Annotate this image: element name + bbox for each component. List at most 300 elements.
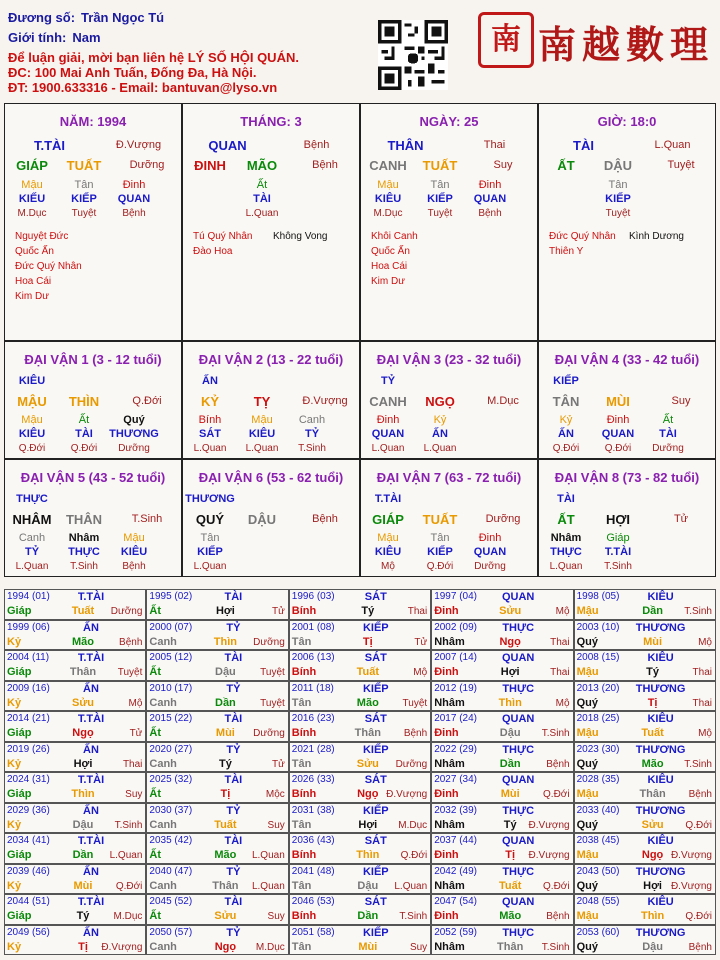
year-cell	[289, 650, 431, 681]
year-can: Nhâm	[434, 940, 465, 953]
pillar-3	[360, 103, 538, 341]
year-label: 2053 (60)	[576, 926, 620, 938]
hidden-state: L.Quan	[245, 443, 279, 454]
year-phase: L.Quan	[251, 850, 285, 861]
year-can: Nhâm	[434, 635, 465, 648]
dai-van-phase: M.Dục	[487, 395, 519, 407]
dai-van-god: KIÊU	[18, 375, 46, 387]
year-god: TỶ	[226, 743, 241, 756]
year-phase: Dưỡng	[395, 758, 428, 770]
year-god: TỶ	[226, 621, 241, 634]
dai-van-title: ĐẠI VẬN 6 (53 - 62 tuổi)	[198, 470, 344, 485]
year-can: Nhâm	[434, 757, 465, 770]
pillar-chi: DẬU	[603, 158, 633, 173]
year-label: 2049 (56)	[7, 926, 50, 938]
year-label: 2000 (07)	[149, 621, 193, 633]
star-good: Nguyệt Đức	[15, 231, 69, 242]
year-chi: Tý	[76, 910, 90, 922]
year-label: 1999 (06)	[7, 621, 50, 633]
year-can: Kỷ	[7, 635, 22, 648]
year-god: KIÊU	[647, 835, 674, 847]
year-god: ẤN	[83, 682, 99, 695]
year-chi: Tý	[218, 757, 232, 770]
hidden-stem: Đinh	[478, 532, 502, 544]
year-cell	[431, 833, 573, 864]
year-chi: Dần	[642, 605, 663, 617]
year-chi: Mùi	[643, 635, 663, 648]
year-phase: Q.Đới	[685, 911, 712, 922]
year-label: 2023 (30)	[576, 743, 620, 755]
year-chi: Dậu	[642, 940, 663, 953]
year-can: Đinh	[434, 666, 459, 678]
dai-van-1	[4, 341, 182, 459]
year-can: Ất	[149, 666, 161, 678]
year-god: KIẾP	[362, 804, 389, 817]
year-can: Mậu	[576, 849, 599, 861]
year-label: 2030 (37)	[149, 804, 193, 816]
dai-van-phase: Q.Đới	[132, 395, 162, 407]
year-chi: Tuất	[498, 879, 522, 892]
star-good: Kim Dư	[15, 291, 49, 302]
dai-van-can: QUÝ	[195, 512, 225, 527]
year-god: TÀI	[224, 591, 243, 603]
year-can: Đinh	[434, 605, 459, 617]
year-label: 2026 (33)	[291, 774, 335, 785]
year-chi: Thìn	[213, 635, 237, 648]
star-other: Kình Dương	[629, 231, 684, 242]
year-god: TỶ	[226, 804, 241, 817]
year-phase: Tuyệt	[402, 697, 428, 709]
year-can: Kỷ	[7, 879, 22, 892]
year-chi: Dậu	[357, 879, 379, 892]
dai-van-3	[360, 341, 538, 459]
year-can: Giáp	[7, 666, 32, 678]
year-chi: Dậu	[499, 727, 521, 739]
dai-van-8	[538, 459, 716, 577]
year-can: Nhâm	[434, 696, 465, 709]
hidden-stem: Tân	[608, 179, 628, 191]
year-can: Tân	[291, 757, 312, 770]
year-label: 2036 (43)	[291, 835, 335, 846]
year-chi: Tuất	[214, 818, 237, 831]
year-god: KIÊU	[647, 591, 674, 603]
year-chi: Thân	[354, 727, 381, 739]
year-cell	[4, 742, 146, 773]
year-god: TỶ	[226, 865, 241, 878]
gender-line: Giới tính: Nam	[8, 30, 101, 45]
year-label: 1998 (05)	[576, 591, 620, 602]
year-cell	[4, 925, 146, 956]
hidden-stem: Đinh	[606, 414, 630, 426]
brand-logo: 南越數理	[538, 22, 715, 67]
year-cell	[431, 894, 573, 925]
year-can: Nhâm	[434, 879, 465, 892]
hidden-state: Q.Đới	[426, 561, 454, 572]
year-phase: Tuyệt	[117, 667, 143, 678]
year-label: 2005 (12)	[149, 652, 193, 663]
year-god: KIẾP	[362, 865, 389, 878]
dai-van-can: ẤT	[557, 512, 575, 527]
year-cell	[289, 589, 431, 620]
year-label: 2042 (49)	[434, 865, 477, 877]
year-god: T.TÀI	[77, 591, 105, 603]
star-good: Quốc Ấn	[371, 246, 410, 257]
year-can: Giáp	[7, 788, 32, 800]
year-label: 2002 (09)	[434, 621, 477, 633]
year-phase: Mộ	[555, 606, 570, 617]
year-god: TÀI	[224, 835, 243, 847]
dai-van-phase: Tử	[673, 513, 689, 525]
year-can: Giáp	[7, 910, 32, 922]
dai-van-title: ĐẠI VẬN 3 (23 - 32 tuổi)	[376, 352, 522, 367]
pillar-can-god: THÂN	[387, 138, 424, 153]
year-can: Ất	[149, 605, 161, 617]
year-chi: Tị	[505, 849, 516, 861]
pillar-can-god: TÀI	[573, 138, 594, 153]
year-label: 2016 (23)	[291, 713, 335, 724]
year-label: 1994 (01)	[7, 591, 50, 602]
dai-van-chi: TỴ	[253, 394, 271, 409]
year-cell	[574, 681, 716, 712]
year-god: KIÊU	[647, 652, 674, 664]
qr-code-icon	[378, 20, 448, 90]
year-label: 2018 (25)	[576, 713, 620, 724]
year-chi: Tý	[503, 818, 517, 831]
address-line: ĐC: 100 Mai Anh Tuấn, Đống Đa, Hà Nội.	[8, 65, 257, 80]
star-other: Không Vong	[273, 231, 328, 242]
year-can: Quý	[576, 879, 598, 892]
star-good: Hoa Cái	[371, 261, 408, 272]
pillar-phase: Dưỡng	[129, 159, 165, 171]
year-label: 2025 (32)	[149, 774, 193, 785]
year-phase: M.Dục	[255, 941, 285, 953]
year-phase: T.Sinh	[541, 941, 570, 953]
year-chi: Dần	[499, 757, 521, 770]
year-label: 2041 (48)	[291, 865, 335, 877]
year-chi: Thìn	[640, 910, 665, 922]
year-god: THỰC	[502, 743, 535, 756]
year-god: THỰC	[502, 621, 535, 634]
year-chi: Mùi	[500, 788, 520, 800]
year-phase: T.Sinh	[541, 728, 570, 739]
hidden-state: L.Quan	[193, 443, 227, 454]
year-cell	[4, 681, 146, 712]
dai-van-phase: Suy	[671, 395, 691, 407]
hidden-stem: Tân	[430, 179, 450, 191]
hidden-state: Q.Đới	[604, 443, 632, 454]
year-label: 2001 (08)	[291, 621, 335, 633]
pillar-phase: Bệnh	[312, 159, 338, 171]
year-label: 2039 (46)	[7, 865, 50, 877]
year-can: Bính	[291, 605, 317, 617]
hidden-state: Tuyệt	[427, 208, 453, 219]
year-label: 2009 (16)	[7, 682, 50, 694]
year-phase: Đ.Vượng	[670, 850, 712, 861]
year-can: Bính	[291, 910, 317, 922]
year-can: Giáp	[7, 849, 32, 861]
year-cell	[289, 833, 431, 864]
dai-van-chi: HỢI	[605, 512, 631, 527]
hidden-stem: Tân	[200, 532, 220, 544]
hidden-state: T.Sinh	[604, 561, 632, 572]
year-label: 1995 (02)	[149, 591, 193, 602]
year-cell	[431, 681, 573, 712]
year-god: THỰC	[502, 804, 535, 817]
hidden-god: QUAN	[371, 428, 405, 440]
year-cell	[431, 589, 573, 620]
year-phase: Tử	[414, 636, 428, 648]
year-can: Tân	[291, 940, 312, 953]
year-phase: M.Dục	[113, 911, 143, 922]
year-chi: Tị	[220, 788, 231, 800]
dai-van-can: NHÂM	[12, 512, 52, 527]
year-god: TÀI	[224, 896, 243, 908]
year-phase: Q.Đới	[115, 880, 143, 892]
hidden-stem: Kỷ	[559, 414, 573, 426]
year-chi: Tuất	[71, 605, 95, 617]
hidden-god: SÁT	[199, 428, 221, 440]
year-phase: Suy	[409, 941, 428, 953]
hidden-god: TÀI	[659, 428, 677, 440]
year-god: THƯƠNG	[635, 682, 686, 695]
hidden-state: L.Quan	[371, 443, 405, 454]
year-cell	[574, 742, 716, 773]
hidden-god: TÀI	[253, 193, 271, 205]
pillar-can: ĐINH	[194, 158, 226, 173]
hidden-god: KIẾP	[197, 546, 223, 558]
year-label: 1996 (03)	[291, 591, 335, 602]
year-chi: Sửu	[214, 910, 237, 922]
star-good: Thiên Y	[549, 246, 584, 257]
year-can: Canh	[149, 818, 177, 831]
year-can: Đinh	[434, 788, 459, 800]
year-cell	[431, 803, 573, 834]
year-god: KIẾP	[362, 743, 389, 756]
dai-van-title: ĐẠI VẬN 1 (3 - 12 tuổi)	[24, 352, 162, 367]
year-label: 2032 (39)	[434, 804, 477, 816]
hidden-god: THƯƠNG	[109, 428, 159, 440]
hidden-god: KIÊU	[248, 428, 276, 440]
year-phase: Bệnh	[403, 728, 428, 739]
year-can: Đinh	[434, 849, 459, 861]
year-label: 2052 (59)	[434, 926, 477, 938]
year-can: Bính	[291, 849, 317, 861]
year-label: 2034 (41)	[7, 835, 50, 846]
year-god: QUAN	[501, 713, 535, 725]
year-god: TỶ	[226, 926, 241, 939]
year-cell	[146, 650, 288, 681]
year-cell	[431, 772, 573, 803]
year-phase: M.Dục	[398, 819, 428, 831]
year-phase: Mộ	[555, 697, 570, 709]
year-cell	[574, 620, 716, 651]
hidden-state: L.Quan	[245, 208, 279, 219]
year-god: KIẾP	[362, 926, 389, 939]
year-cell	[4, 833, 146, 864]
year-god: QUAN	[501, 591, 535, 603]
dai-van-title: ĐẠI VẬN 2 (13 - 22 tuổi)	[198, 352, 344, 367]
star-good: Khôi Canh	[371, 231, 418, 242]
year-phase: Bệnh	[119, 636, 143, 648]
year-label: 2015 (22)	[149, 713, 193, 724]
year-cell	[289, 742, 431, 773]
hidden-stem: Ất	[662, 414, 674, 426]
hidden-state: Q.Đới	[70, 443, 98, 454]
year-label: 2014 (21)	[7, 713, 50, 724]
hidden-stem: Ất	[256, 179, 268, 191]
hidden-stem: Mậu	[21, 179, 43, 191]
hidden-state: T.Sinh	[298, 443, 326, 454]
hidden-god: ẤN	[558, 428, 574, 440]
year-god: KIÊU	[647, 774, 674, 786]
year-can: Đinh	[434, 910, 459, 922]
hidden-state: Tuyệt	[71, 208, 97, 219]
year-can: Canh	[149, 940, 177, 953]
year-label: 2046 (53)	[291, 896, 335, 907]
year-label: 2010 (17)	[149, 682, 193, 694]
year-cell	[4, 589, 146, 620]
pillar-can-god: QUAN	[208, 138, 247, 153]
year-cell	[431, 620, 573, 651]
dai-van-5	[4, 459, 182, 577]
hidden-state: M.Dục	[17, 208, 47, 219]
year-god: THỰC	[502, 865, 535, 878]
dai-van-title: ĐẠI VẬN 8 (73 - 82 tuổi)	[554, 470, 700, 485]
year-label: 2051 (58)	[291, 926, 335, 938]
year-label: 2021 (28)	[291, 743, 335, 755]
year-cell	[146, 803, 288, 834]
hidden-god: KIẾP	[71, 193, 97, 205]
year-cell	[574, 925, 716, 956]
pillar-can-god: T.TÀI	[33, 138, 66, 153]
year-cell	[289, 803, 431, 834]
year-cell	[289, 681, 431, 712]
year-phase: Q.Đới	[400, 850, 428, 861]
year-label: 2004 (11)	[7, 652, 50, 663]
pillar-can-state: Bệnh	[303, 139, 330, 151]
year-chi: Hợi	[358, 818, 378, 831]
hidden-state: Mộ	[381, 561, 395, 572]
year-label: 2012 (19)	[434, 682, 477, 694]
year-phase: Suy	[125, 789, 143, 800]
hidden-god: KIẾU	[18, 193, 46, 205]
year-label: 2038 (45)	[576, 835, 620, 846]
year-chi: Sửu	[641, 818, 664, 831]
year-chi: Tý	[646, 666, 660, 678]
pillar-can-state: L.Quan	[654, 139, 691, 151]
year-can: Mậu	[576, 788, 599, 800]
year-god: T.TÀI	[77, 652, 105, 664]
year-god: ẤN	[83, 621, 99, 634]
year-god: SÁT	[364, 835, 387, 847]
year-phase: Dưỡng	[253, 728, 285, 739]
year-chi: Dậu	[72, 818, 94, 831]
year-god: KIẾP	[362, 682, 389, 695]
year-god: KIÊU	[647, 896, 674, 908]
dai-van-chi: NGỌ	[425, 394, 455, 409]
dai-van-can: KỶ	[200, 394, 220, 409]
hidden-god: KIÊU	[374, 546, 402, 558]
hidden-stem: Đinh	[376, 414, 400, 426]
year-cell	[146, 864, 288, 895]
hidden-stem: Mậu	[21, 414, 43, 426]
hidden-state: Q.Đới	[552, 443, 580, 454]
hidden-stem: Canh	[298, 414, 326, 426]
year-can: Giáp	[7, 727, 32, 739]
year-chi: Tý	[361, 605, 375, 617]
year-chi: Dần	[72, 849, 94, 861]
dai-van-title: ĐẠI VẬN 5 (43 - 52 tuổi)	[20, 470, 166, 485]
year-god: ẤN	[83, 865, 99, 878]
year-chi: Mão	[356, 696, 379, 709]
year-phase: Q.Đới	[543, 880, 570, 892]
hidden-stem: Đinh	[478, 179, 502, 191]
year-can: Giáp	[7, 605, 32, 617]
year-god: TỶ	[226, 682, 241, 695]
year-phase: Thai	[692, 667, 712, 678]
year-cell	[574, 864, 716, 895]
year-phase: Tử	[271, 606, 285, 617]
hidden-god: KIẾP	[427, 546, 453, 558]
year-chi: Tuất	[356, 666, 379, 678]
year-chi: Dần	[357, 910, 379, 922]
year-chi: Hợi	[500, 666, 520, 678]
year-cell	[146, 620, 288, 651]
hidden-state: Q.Đới	[18, 443, 46, 454]
year-phase: L.Quan	[109, 850, 143, 861]
hidden-state: L.Quan	[193, 561, 227, 572]
hidden-god: KIÊU	[120, 546, 148, 558]
hidden-god: QUAN	[473, 546, 507, 558]
year-god: QUAN	[501, 896, 535, 908]
star-good: Đức Quý Nhân	[549, 231, 616, 242]
year-cell	[4, 650, 146, 681]
year-god: T.TÀI	[77, 713, 105, 725]
hidden-state: Bệnh	[122, 208, 146, 219]
year-cell	[574, 772, 716, 803]
year-phase: Tử	[271, 758, 285, 770]
year-chi: Thìn	[498, 696, 522, 709]
year-grid	[4, 589, 716, 955]
dai-van-phase: Dưỡng	[485, 513, 521, 525]
hidden-state: Dưỡng	[474, 561, 506, 572]
year-god: QUAN	[501, 835, 535, 847]
pillar-4	[538, 103, 716, 341]
year-phase: Q.Đới	[543, 789, 570, 800]
year-god: SÁT	[364, 713, 387, 725]
year-phase: Đ.Vượng	[528, 819, 570, 831]
year-phase: Q.Đới	[685, 819, 712, 831]
hidden-state: L.Quan	[15, 561, 49, 572]
year-label: 2024 (31)	[7, 774, 50, 785]
hidden-god: KIÊU	[374, 193, 402, 205]
dai-van-god: TÀI	[557, 493, 575, 505]
year-chi: Thân	[69, 666, 97, 678]
year-label: 2045 (52)	[149, 896, 193, 907]
year-cell	[4, 894, 146, 925]
year-phase: Tuyệt	[260, 697, 285, 709]
year-can: Bính	[291, 788, 317, 800]
year-cell	[146, 894, 288, 925]
year-chi: Ngọ	[499, 635, 521, 648]
year-label: 2006 (13)	[291, 652, 335, 663]
year-chi: Thân	[497, 940, 524, 953]
year-chi: Tị	[362, 635, 373, 648]
hidden-stem: Kỷ	[433, 414, 447, 426]
year-god: T.TÀI	[77, 896, 105, 908]
dai-van-god: THỰC	[16, 493, 48, 505]
year-chi: Thân	[639, 788, 666, 800]
